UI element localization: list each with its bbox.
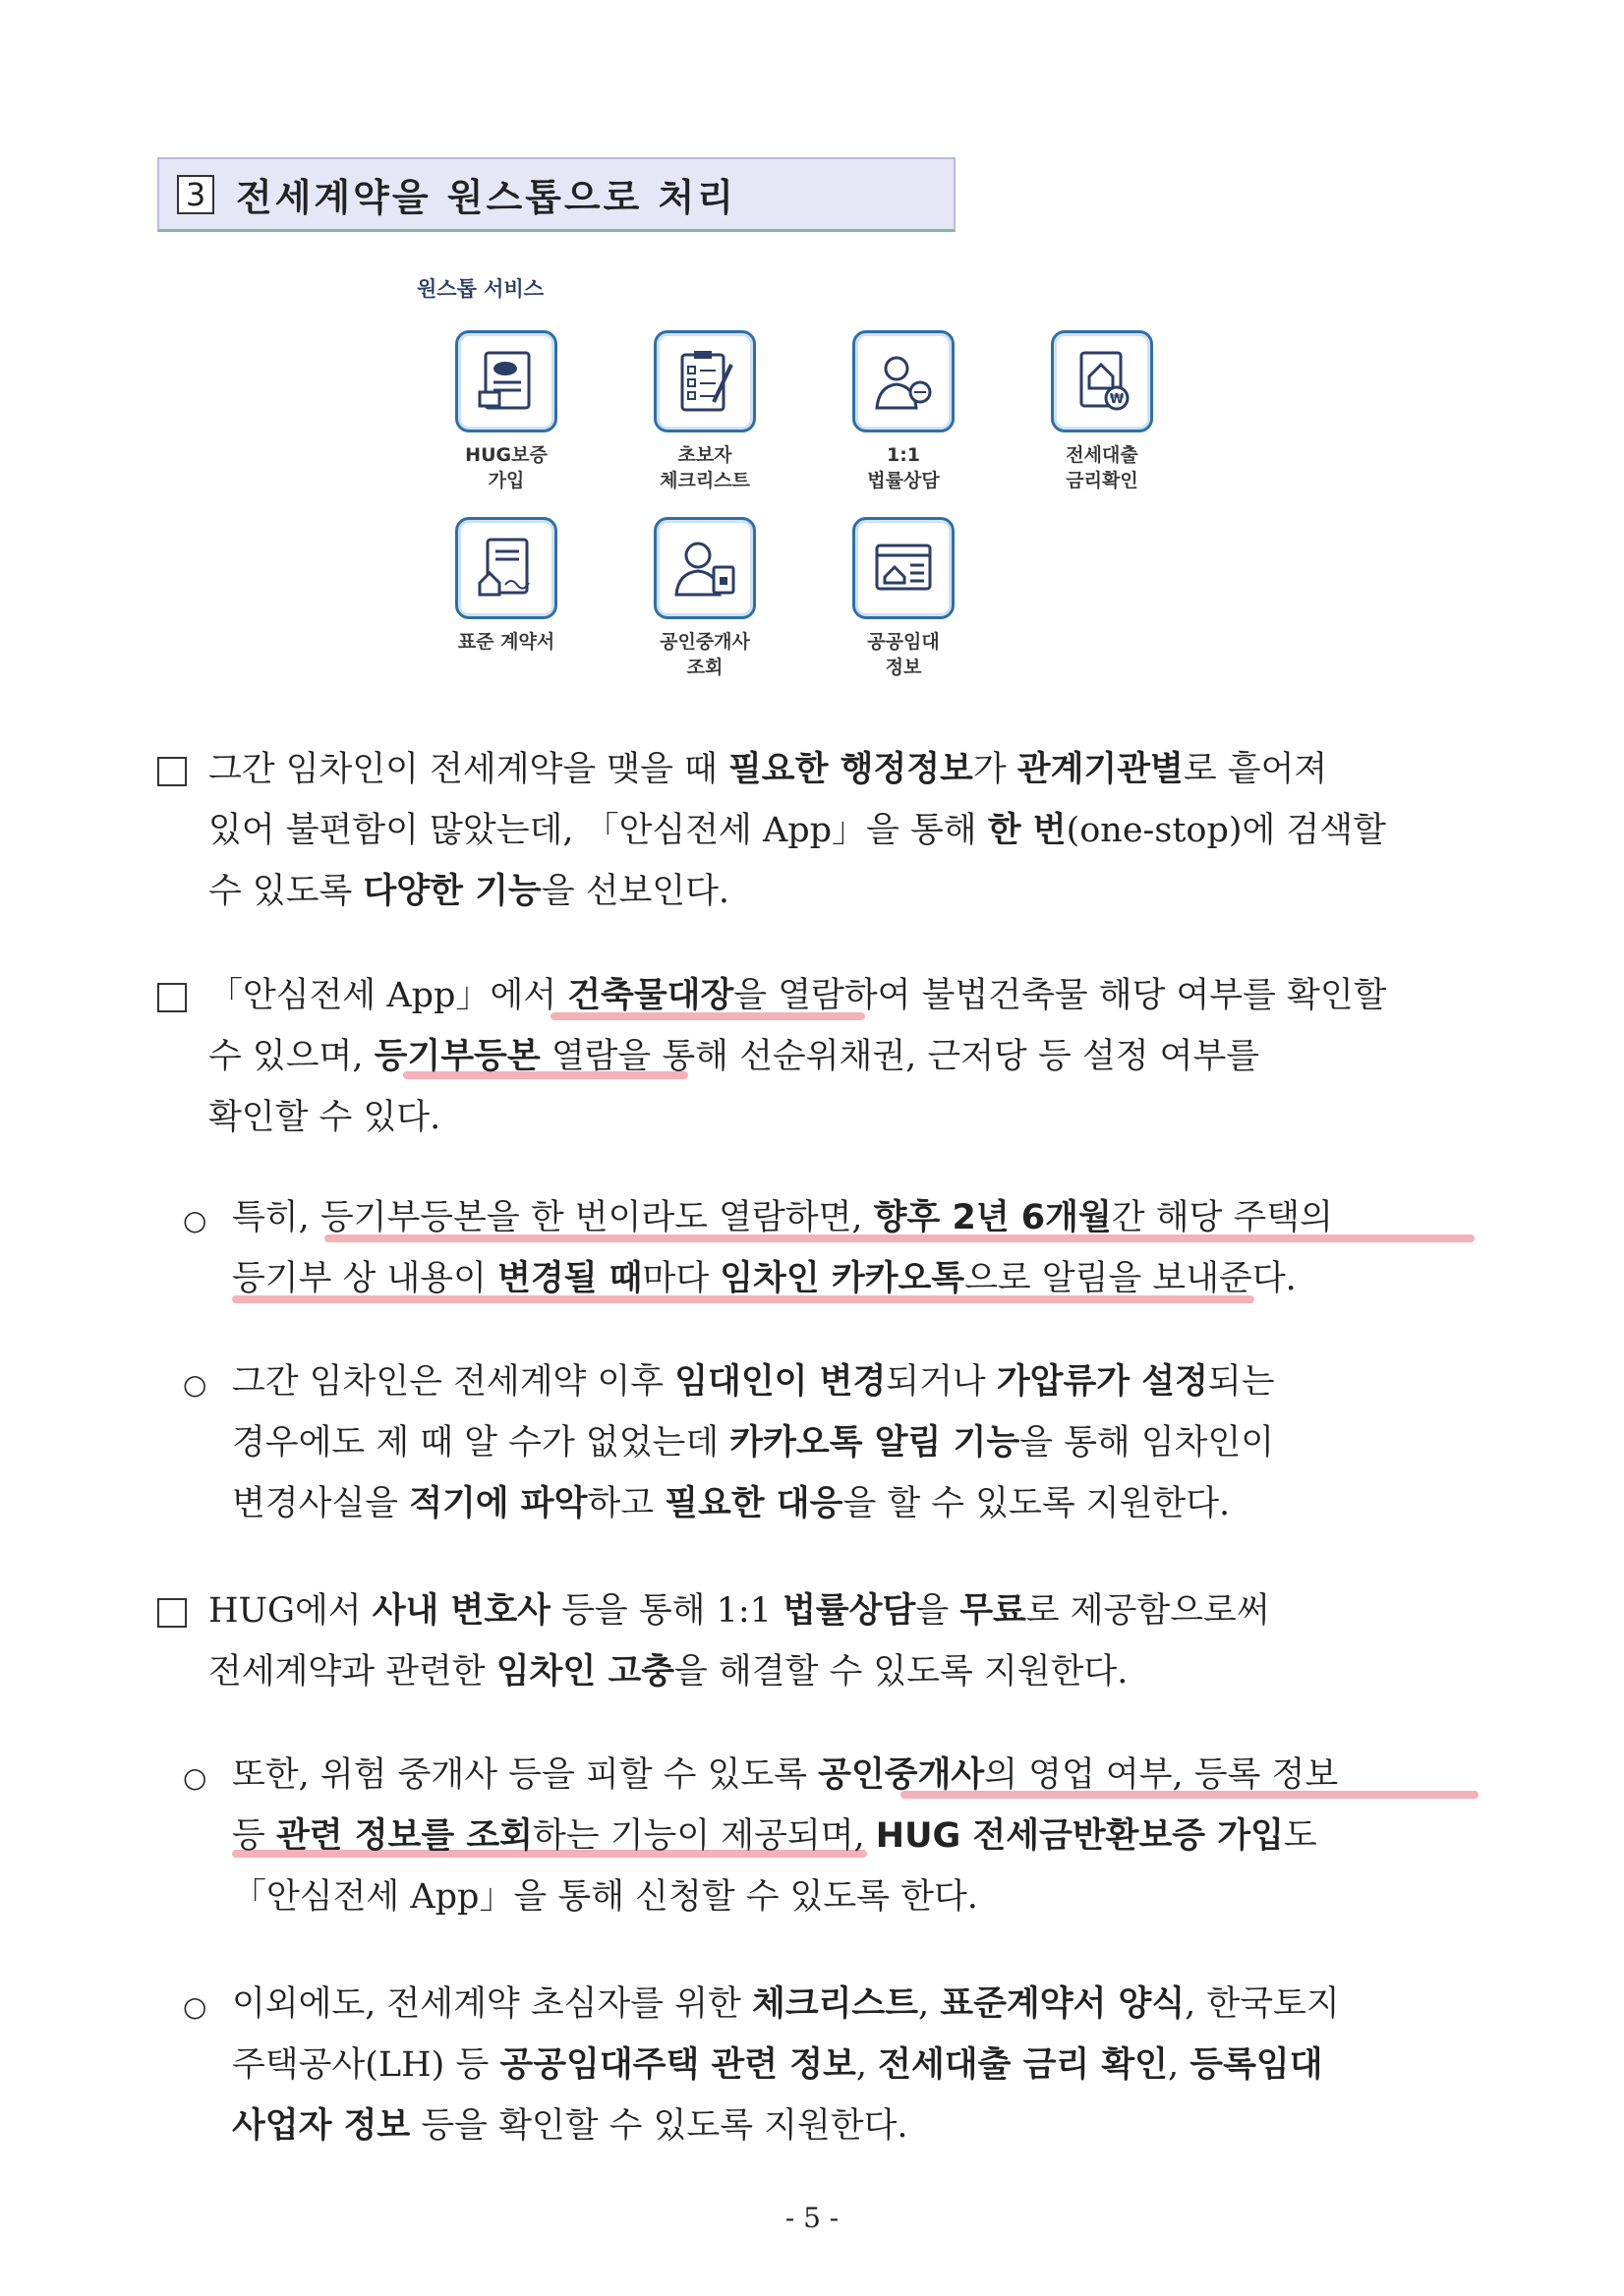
service-label: 공공임대 정보 — [867, 631, 940, 678]
text-line: 또한, 위험 중개사 등을 피할 수 있도록 공인중개사의 영업 여부, 등록 정보 — [232, 1755, 1339, 1795]
paragraph-7 — [232, 1974, 1340, 2156]
loan-rate-icon — [1051, 330, 1153, 432]
paragraph-6 — [232, 1745, 1338, 1927]
service-label: 1:1 법률상담 — [867, 444, 940, 491]
service-hug-guarantee[interactable] — [423, 330, 590, 493]
section-number: 3 — [177, 175, 214, 214]
section-title: 전세계약을 원스톱으로 처리 — [236, 176, 736, 219]
circle-bullet: ○ — [183, 1368, 207, 1401]
service-label: 초보자 체크리스트 — [660, 444, 750, 491]
text-line: 있어 불편함이 많았는데, 「안심전세 App」을 통해 한 번(one-stop)에 검색할 — [208, 811, 1386, 850]
contract-icon — [455, 517, 557, 619]
square-bullet — [157, 983, 187, 1012]
service-label: 표준 계약서 — [457, 631, 555, 653]
service-loan-rate[interactable] — [1018, 330, 1186, 493]
text-line: 등기부 상 내용이 변경될 때마다 임차인 카카오톡으로 알림을 보내준다. — [232, 1259, 1297, 1298]
paragraph-3 — [232, 1187, 1333, 1309]
section-title-bar — [157, 157, 956, 232]
service-public-rental[interactable] — [820, 517, 987, 680]
service-realtor-lookup[interactable] — [621, 517, 788, 680]
text-line: 등 관련 정보를 조회하는 기능이 제공되며, HUG 전세금반환보증 가입도 — [232, 1816, 1317, 1856]
paragraph-1 — [208, 739, 1386, 922]
text-line: 수 있으며, 등기부등본 열람을 통해 선순위채권, 근저당 등 설정 여부를 — [208, 1037, 1260, 1076]
guarantee-document-icon — [455, 330, 557, 432]
service-legal-consult[interactable] — [820, 330, 987, 493]
page-number: - 5 - — [784, 2202, 840, 2234]
svg-text:₩: ₩ — [1109, 392, 1125, 407]
text-line: 특히, 등기부등본을 한 번이라도 열람하면, 향후 2년 6개월간 해당 주택의 — [232, 1198, 1333, 1237]
paragraph-2 — [208, 965, 1386, 1148]
service-label: 공인중개사 조회 — [660, 631, 750, 678]
text-line: 「안심전세 App」에서 건축물대장을 열람하여 불법건축물 해당 여부를 확인할 — [208, 976, 1387, 1015]
services-heading: 원스톱 서비스 — [417, 277, 545, 301]
service-checklist[interactable] — [621, 330, 788, 493]
circle-bullet: ○ — [183, 1761, 207, 1794]
lawyer-consult-icon — [852, 330, 955, 432]
text-line: 주택공사(LH) 등 공공임대주택 관련 정보, 전세대출 금리 확인, 등록임대 — [232, 2045, 1323, 2085]
text-line: 「안심전세 App」을 통해 신청할 수 있도록 한다. — [232, 1877, 978, 1917]
text-line: 경우에도 제 때 알 수가 없었는데 카카오톡 알림 기능을 통해 임차인이 — [232, 1423, 1275, 1463]
realtor-lookup-icon — [654, 517, 756, 619]
square-bullet — [157, 757, 187, 786]
circle-bullet: ○ — [183, 1990, 207, 2023]
text-line: 변경사실을 적기에 파악하고 필요한 대응을 할 수 있도록 지원한다. — [232, 1484, 1231, 1523]
service-label: 전세대출 금리확인 — [1066, 444, 1138, 491]
public-rental-icon — [852, 517, 955, 619]
circle-bullet: ○ — [183, 1204, 207, 1236]
paragraph-4 — [232, 1351, 1275, 1534]
square-bullet — [157, 1598, 187, 1628]
service-label: HUG보증 가입 — [465, 444, 548, 491]
service-standard-contract[interactable] — [423, 517, 590, 655]
text-line: 사업자 정보 등을 확인할 수 있도록 지원한다. — [232, 2106, 908, 2146]
text-line: 이외에도, 전세계약 초심자를 위한 체크리스트, 표준계약서 양식, 한국토지 — [232, 1984, 1340, 2024]
text-line: 수 있도록 다양한 기능을 선보인다. — [208, 872, 730, 911]
text-line: 그간 임차인이 전세계약을 맺을 때 필요한 행정정보가 관계기관별로 흩어져 — [208, 750, 1328, 789]
text-line: 확인할 수 있다. — [208, 1098, 441, 1137]
checklist-icon — [654, 330, 756, 432]
paragraph-5 — [208, 1580, 1270, 1702]
text-line: 전세계약과 관련한 임차인 고충을 해결할 수 있도록 지원한다. — [208, 1652, 1129, 1692]
text-line: 그간 임차인은 전세계약 이후 임대인이 변경되거나 가압류가 설정되는 — [232, 1362, 1275, 1402]
text-line: HUG에서 사내 변호사 등을 통해 1:1 법률상담을 무료로 제공함으로써 — [208, 1591, 1270, 1631]
